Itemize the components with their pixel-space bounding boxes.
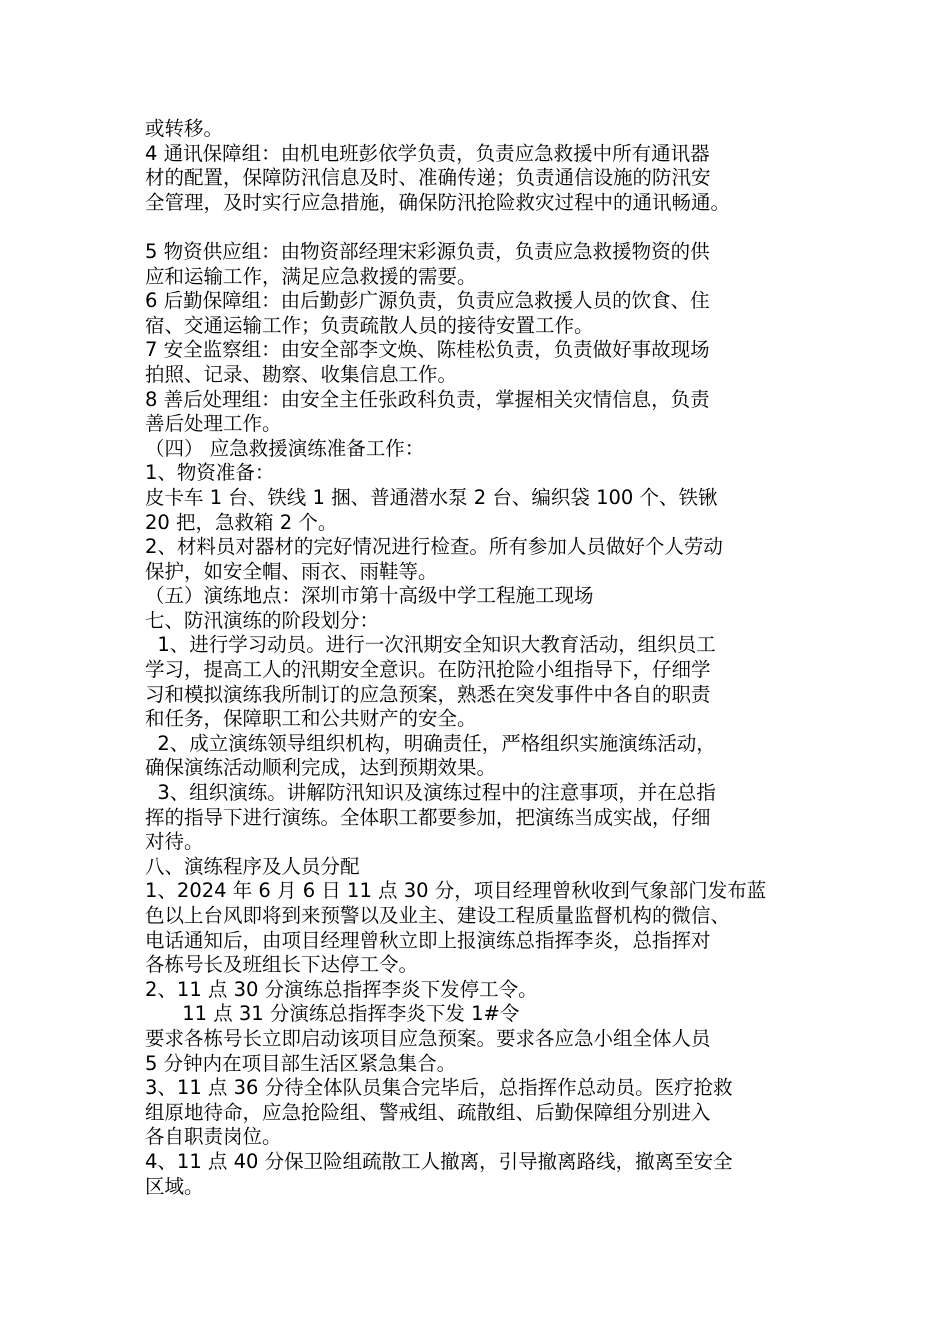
text-line: 11 点 31 分演练总指挥李炎下发 1#令 xyxy=(145,1002,520,1026)
text-line: 全管理，及时实行应急措施，确保防汛抢险救灾过程中的通讯畅通。 xyxy=(145,190,731,214)
text-line: 各栋号长及班组长下达停工令。 xyxy=(145,953,419,977)
text-line: 5 分钟内在项目部生活区紧急集合。 xyxy=(145,1051,457,1075)
text-line: 皮卡车 1 台、铁线 1 捆、普通潜水泵 2 台、编织袋 100 个、铁锹 xyxy=(145,485,718,509)
text-line: 20 把，急救箱 2 个。 xyxy=(145,510,338,534)
document-body xyxy=(145,117,835,1199)
text-line: 对待。 xyxy=(145,830,204,854)
blank-line xyxy=(145,215,835,240)
text-line: 学习，提高工人的汛期安全意识。在防汛抢险小组指导下，仔细学 xyxy=(145,658,711,682)
text-line: 2、材料员对器材的完好情况进行检查。所有参加人员做好个人劳动 xyxy=(145,535,723,559)
text-line: 或转移。 xyxy=(145,117,224,140)
text-line: 2、成立演练领导组织机构，明确责任，严格组织实施演练活动， xyxy=(145,731,716,755)
text-line: 电话通知后，由项目经理曾秋立即上报演练总指挥李炎，总指挥对 xyxy=(145,928,711,952)
text-line: 八、演练程序及人员分配 xyxy=(145,854,360,878)
text-line: （五）演练地点：深圳市第十高级中学工程施工现场 xyxy=(145,584,594,608)
text-line: 习和模拟演练我所制订的应急预案，熟悉在突发事件中各自的职责 xyxy=(145,682,711,706)
text-line: 善后处理工作。 xyxy=(145,412,282,436)
text-line: 6 后勤保障组：由后勤彭广源负责，负责应急救援人员的饮食、住 xyxy=(145,289,710,313)
text-line: 1、物资准备： xyxy=(145,461,275,485)
text-line: 2、11 点 30 分演练总指挥李炎下发停工令。 xyxy=(145,977,538,1001)
text-line: 区域。 xyxy=(145,1174,204,1198)
text-line: 5 物资供应组：由物资部经理宋彩源负责，负责应急救援物资的供 xyxy=(145,239,710,263)
text-line: 挥的指导下进行演练。全体职工都要参加，把演练当成实战，仔细 xyxy=(145,805,711,829)
text-line: 4、11 点 40 分保卫险组疏散工人撤离，引导撤离路线，撤离至安全 xyxy=(145,1149,733,1173)
text-line: 各自职责岗位。 xyxy=(145,1125,282,1149)
text-line: 1、2024 年 6 月 6 日 11 点 30 分，项目经理曾秋收到气象部门发布蓝 xyxy=(145,879,767,903)
text-line: 4 通讯保障组：由机电班彭依学负责，负责应急救援中所有通讯器 xyxy=(145,141,710,165)
text-line: （四） 应急救援演练准备工作： xyxy=(145,436,425,460)
text-line: 色以上台风即将到来预警以及业主、建设工程质量监督机构的微信、 xyxy=(145,904,731,927)
text-line: 3、组织演练。讲解防汛知识及演练过程中的注意事项，并在总指 xyxy=(145,781,716,805)
text-line: 确保演练活动顺利完成，达到预期效果。 xyxy=(145,756,497,780)
text-line: 材的配置，保障防汛信息及时、准确传递；负责通信设施的防汛安 xyxy=(145,166,711,190)
text-line: 保护，如安全帽、雨衣、雨鞋等。 xyxy=(145,559,438,583)
text-line: 应和运输工作，满足应急救援的需要。 xyxy=(145,264,477,288)
text-line: 3、11 点 36 分待全体队员集合完毕后，总指挥作总动员。医疗抢救 xyxy=(145,1076,733,1100)
text-line: 1、进行学习动员。进行一次汛期安全知识大教育活动，组织员工 xyxy=(145,633,716,657)
text-line: 8 善后处理组：由安全主任张政科负责，掌握相关灾情信息，负责 xyxy=(145,387,710,411)
text-line: 宿、交通运输工作；负责疏散人员的接待安置工作。 xyxy=(145,313,594,337)
text-line: 拍照、记录、勘察、收集信息工作。 xyxy=(145,362,458,386)
text-line: 七、防汛演练的阶段划分： xyxy=(145,608,380,632)
text-line: 要求各栋号长立即启动该项目应急预案。要求各应急小组全体人员 xyxy=(145,1026,711,1050)
text-line: 组原地待命，应急抢险组、警戒组、疏散组、后勤保障组分别进入 xyxy=(145,1100,711,1124)
text-line: 7 安全监察组：由安全部李文焕、陈桂松负责，负责做好事故现场 xyxy=(145,338,710,362)
text-line: 和任务，保障职工和公共财产的安全。 xyxy=(145,707,477,731)
